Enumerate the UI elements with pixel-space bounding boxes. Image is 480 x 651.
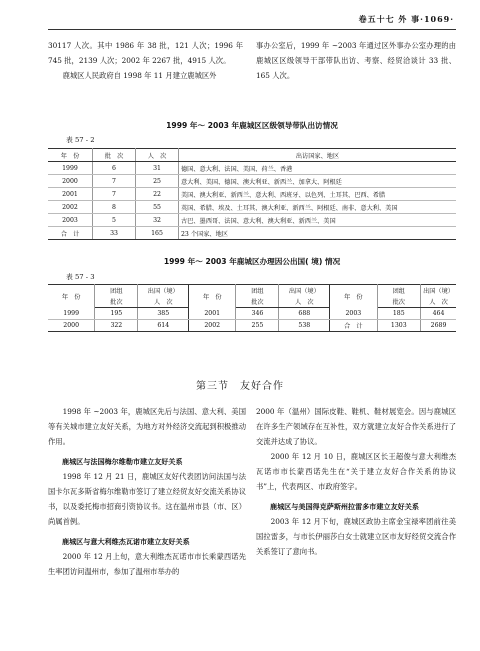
table-row: 2000 322 614 2002 255 538 合 计 1303 2689 [48,320,456,332]
bottom-right-column [256,404,456,559]
paragraph: 2000 年 12 月上旬，意大利维杰瓦诺市市长乘蒙西诺先生率团访问温州市，参加了温州市举办的 [48,552,246,576]
top-right-column [256,38,456,83]
table-row: 1999 195 385 2001 346 688 2003 185 464 [48,308,456,320]
paragraph: 1998 年 12 月 21 日，鹿城区友好代表团访问法国与法国卡尔瓦多斯省梅尔维勒市签订了建立经贸友好交流关系协议书，以及委托梅市招商引资协议书。这在温州市县（市、区）尚属首例。 [48,472,246,526]
table-row: 2003 5 32 古巴、墨西哥、法国、意大利、澳大利亚、新西兰、美国 [48,214,456,227]
header-year: 年 份 [48,285,95,308]
table-total-row: 合 计 33 165 23 个国家、地区 [48,227,456,240]
paragraph: 2003 年 12 月下旬，鹿城区政协主席金宝禄率团前往美国拉雷多，与市长伊丽莎白女士就建立区市友好经贸交流合作关系签订了意向书。 [256,517,456,556]
header-year: 年 份 [189,285,236,308]
table-row: 2002 8 55 英国、希腊、埃及、土耳其、澳大利亚、新西兰、阿根廷、南非、意大利、美国 [48,201,456,214]
page-header: 卷五十七 外 事·1069· [358,14,454,24]
header-year: 年 份 [330,285,377,308]
table-row: 2001 7 22 美国、澳大利亚、新西兰、意大利、西班牙、以色列、土耳其、巴西、希腊 [48,188,456,201]
table1-number: 表 57 - 2 [66,136,95,144]
table-header-row [48,285,456,297]
header-group: 团组 [236,285,279,297]
table-row: 1999 6 31 德国、意大利、法国、美国、荷兰、香港 [48,162,456,175]
section-title: 第三节 友好合作 [196,381,284,392]
subheading: 鹿城区与法国梅尔维勒市建立友好关系 [62,457,183,466]
header-cell: 批 次 [93,149,136,162]
header-cell: 人 次 [136,149,179,162]
header-out: 出国（境） [421,285,456,297]
table-header-row: 批次 人 次 批次 人 次 批次 人 次 [48,296,456,308]
header-out: 出国（境） [138,285,189,297]
header-group: 团组 [95,285,138,297]
table-header-row [48,149,456,162]
subheading: 鹿城区与意大利维杰瓦诺市建立友好关系 [62,537,190,546]
top-left-column [48,38,243,83]
table1-title: 1999 年～ 2003 年鹿城区区级领导带队出访情况 [166,121,338,130]
paragraph: 2000 年 12 月 10 日，鹿城区区长王超俊与意大利维杰瓦诺市市长蒙西诺先生在“关于建立友好合作关系的协议书”上，代表两区、市政府签字。 [256,452,456,491]
header-rule [48,29,456,30]
header-cell: 年 份 [48,149,93,162]
table-official-trips [48,284,456,332]
paragraph: 2000 年（温州）国际皮鞋、鞋机、鞋材展览会。因与鹿城区在许多生产领域存在互补性，双方就建立友好合作关系进行了交流并达成了协议。 [256,407,456,446]
paragraph: 鹿城区人民政府自 1998 年 11 月建立鹿城区外 [62,71,217,80]
header-out: 出国（境） [279,285,330,297]
paragraph: 1998 年 ~2003 年，鹿城区先后与法国、意大利、美国等有关城市建立友好关系，为地方对外经济交流起到积极推动作用。 [48,407,246,446]
header-cell: 出访国家、地区 [179,149,457,162]
header-group: 团组 [377,285,421,297]
table-leader-visits [48,148,456,240]
subheading: 鹿城区与美国得克萨斯州拉雷多市建立友好关系 [270,502,419,511]
table-row: 2000 7 25 意大利、美国、德国、澳大利亚、新西兰、加拿大、阿根廷 [48,175,456,188]
paragraph: 事办公室后，1999 年 ~2003 年通过区外事办公室办理的由鹿城区区级领导干部带队出访、考察、经贸洽谈计 33 批、165 人次。 [256,41,456,80]
paragraph: 30117 人次。其中 1986 年 38 批，121 人次；1996 年 745 批，2139 人次；2002 年 2267 批，4915 人次。 [48,41,243,65]
table2-number: 表 57 - 3 [66,273,95,281]
table2-title: 1999 年～ 2003 年鹿城区办理因公出国( 境) 情况 [163,257,341,266]
bottom-left-column [48,404,246,579]
